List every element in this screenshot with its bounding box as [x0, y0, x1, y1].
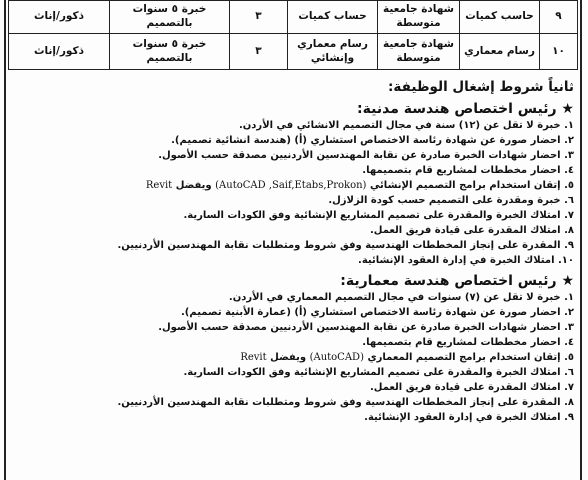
section-title: ثانياً شروط إشغال الوظيفة:: [388, 79, 574, 95]
software-extra: Revit: [145, 180, 173, 191]
arch-item-2: ٢. احضار صورة عن شهادة رئاسة الاختصاص استشاري (أ) (عمارة الأبنية تصميم).: [181, 307, 574, 318]
civil-item-9: ٩. المقدرة على إنجاز المخططات الهندسية وفق شروط ومتطلبات نقابة المهندسين الأردنيين.: [117, 240, 574, 251]
count-cell: ٣: [230, 34, 288, 70]
software-label: ٥. إتقان استخدام برامج التصميم المعماري: [367, 352, 574, 363]
education-cell: شهادة جامعية متوسطة: [378, 34, 460, 70]
software-list: (AutoCAD): [309, 352, 364, 363]
table-row: [9, 1, 578, 34]
arch-item-4: ٤. احضار مخططات لمشاريع قام بتصميمها.: [362, 337, 574, 348]
arch-item-8: ٨. المقدرة على إنجاز المخططات الهندسية وفق شروط ومتطلبات نقابة المهندسين الأردنيين.: [117, 397, 574, 408]
arch-heading: ★ رئيس اختصاص هندسة معمارية:: [340, 273, 574, 289]
civil-heading: ★ رئيس اختصاص هندسة مدنية:: [357, 101, 574, 117]
arch-item-1: ١. خبرة لا تقل عن (٧) سنوات في مجال التصميم المعماري في الأردن.: [228, 292, 574, 303]
arch-item-7: ٧. امتلاك المقدرة على قيادة فريق العمل.: [369, 382, 574, 393]
software-extra: Revit: [240, 352, 267, 363]
experience-cell: خبرة ٥ سنوات بالتصميم: [110, 34, 230, 70]
count-cell: ٣: [230, 1, 288, 34]
civil-item-5: [8, 178, 574, 193]
document-page: [4, 0, 582, 480]
software-label: ٥. إتقان استخدام برامج التصميم الإنشائي: [369, 180, 574, 191]
civil-item-8: ٨. امتلاك المقدرة على قيادة فريق العمل.: [369, 225, 574, 236]
arch-item-3: ٣. احضار شهادات الخبرة صادرة عن نقابة المهندسين الأردنيين مصدقة حسب الأصول.: [158, 322, 574, 333]
role-cell: رسام معماري وإنشائي: [288, 34, 378, 70]
civil-item-1: ١. خبرة لا تقل عن (١٢) سنة في مجال التصميم الانشائي في الأردن.: [238, 120, 574, 131]
job-title: حاسب كميات: [460, 1, 540, 34]
education-cell: شهادة جامعية متوسطة: [378, 1, 460, 34]
job-title: رسام معماري: [460, 34, 540, 70]
arch-item-5: [8, 350, 574, 365]
requirements-section: [8, 78, 574, 425]
row-number: ٩: [540, 1, 578, 34]
civil-item-6: ٦. خبرة ومقدرة على التصميم حسب كودة الزلازل.: [328, 195, 574, 206]
experience-cell: خبرة ٥ سنوات بالتصميم: [110, 1, 230, 34]
civil-item-10: ١٠. امتلاك الخبرة في إدارة العقود الإنشائية.: [358, 255, 574, 266]
civil-item-7: ٧. امتلاك الخبرة والمقدرة على تصميم المشاريع الإنشائية وفق الكودات السارية.: [183, 210, 574, 221]
arch-item-9: ٩. امتلاك الخبرة في إدارة العقود الإنشائية.: [364, 412, 574, 423]
gender-cell: ذكور/إناث: [9, 34, 110, 70]
table-row: [9, 34, 578, 70]
civil-item-2: ٢. احضار صورة عن شهادة رئاسة الاختصاص استشاري (أ) (هندسة انشائية تصميم).: [171, 135, 574, 146]
role-cell: حساب كميات: [288, 1, 378, 34]
preferred-label: ويفضل: [175, 180, 212, 191]
software-list: (AutoCAD ,Saif,Etabs,Prokon): [215, 180, 367, 191]
gender-cell: ذكور/إناث: [9, 1, 110, 34]
civil-item-4: ٤. احضار مخططات لمشاريع قام بتصميمها.: [362, 165, 574, 176]
arch-item-6: ٦. امتلاك الخبرة والمقدرة على تصميم المشاريع الإنشائية وفق الكودات السارية.: [183, 367, 574, 378]
preferred-label: ويفضل: [270, 352, 307, 363]
jobs-table: [8, 0, 578, 70]
civil-item-3: ٣. احضار شهادات الخبرة صادرة عن نقابة المهندسين الأردنيين مصدقة حسب الأصول.: [158, 150, 574, 161]
row-number: ١٠: [540, 34, 578, 70]
